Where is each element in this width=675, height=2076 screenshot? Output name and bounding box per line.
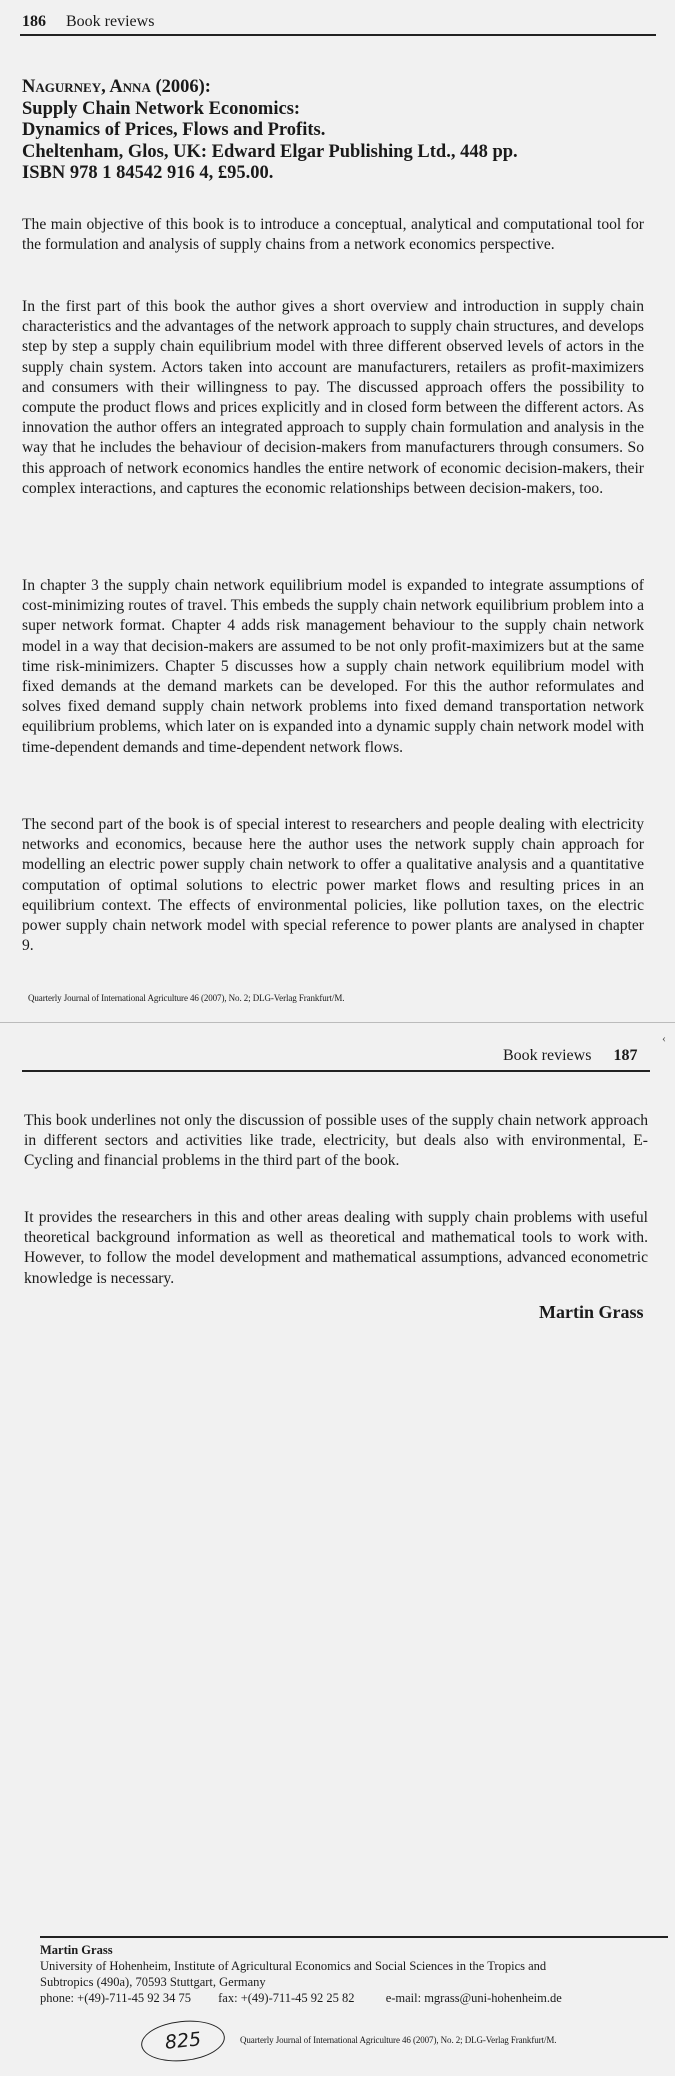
fax: fax: +(49)-711-45 92 25 82	[218, 1991, 355, 2005]
book-title-line2: Dynamics of Prices, Flows and Profits.	[22, 120, 326, 140]
running-head: Book reviews	[503, 1047, 592, 1064]
journal-citation: Quarterly Journal of International Agriculture 46 (2007), No. 2; DLG-Verlag Frankfurt/M.	[28, 993, 345, 1003]
paragraph-4: The second part of the book is of special interest to researchers and people dealing with electricity networks and economics, because here the author uses the network supply chain approach for modelling an electric power supply chain network to offer a qualitative analysis and a quantitative computation of optimal solutions to electric power market flows and resulting prices in an equilibrium context. The effects of environmental policies, like pollution taxes, on the electric power supply chain network model with special reference to power plants are analysed in chapter 9.	[22, 816, 644, 955]
page-number: 187	[613, 1047, 638, 1064]
phone: phone: +(49)-711-45 92 34 75	[40, 1991, 192, 2005]
paragraph-2: In the first part of this book the author gives a short overview and introduction in supply chain characteristics and the advantages of the network approach to supply chain structures, and develops step by step a supply chain equilibrium model with three different observed levels of actors in the supply chain system. Actors taken into account are manufacturers, retailers as profit-maximizers and consumers with their willingness to pay. The discussed approach offers the possibility to compute the product flows and prices explicitly and in closed form between the different actors. As innovation the author offers an integrated approach to supply chain formulation and analysis in the way that he includes the behaviour of decision-makers from manufacturers through consumers. So this approach of network economics handles the entire network of economic decision-makers, their complex interactions, and captures the economic relationships between decision-makers, too.	[22, 298, 644, 497]
running-head: Book reviews	[66, 13, 155, 30]
handwritten-stamp: 825	[139, 2017, 227, 2066]
page-header-right	[503, 1047, 637, 1065]
paragraph-5: This book underlines not only the discussion of possible uses of the supply chain network approach in different sectors and activities like trade, electricity, but deals also with environmental, E-Cycling and financial problems in the third part of the book.	[24, 1112, 648, 1170]
reviewer-signature: Martin Grass	[539, 1302, 644, 1322]
page-divider	[0, 1022, 675, 1023]
book-title-line1: Supply Chain Network Economics:	[22, 98, 301, 119]
page-number: 186	[22, 13, 46, 30]
book-isbn: ISBN 978 1 84542 916 4, £95.00.	[22, 163, 274, 183]
header-rule	[20, 34, 656, 36]
author-name: Martin Grass	[40, 1943, 113, 1957]
paragraph-3: In chapter 3 the supply chain network equilibrium model is expanded to integrate assumptions of cost-minimizing routes of travel. This embeds the supply chain network equilibrium problem into a super network format. Chapter 4 adds risk management behaviour to the supply chain network model in a way that decision-makers are assumed to be not only profit-maximizers but at the same time risk-minimizers. Chapter 5 discusses how a supply chain network equilibrium model with fixed demands at the demand markets can be developed. For this the author reformulates and solves fixed demand supply chain network problems into fixed demand transportation network equilibrium problems, which later on is expanded into a dynamic supply chain network model with time-dependent demands and time-dependent network flows.	[22, 577, 644, 756]
paragraph-1: The main objective of this book is to introduce a conceptual, analytical and computational tool for the formulation and analysis of supply chains from a network economics perspective.	[22, 216, 644, 254]
journal-citation: Quarterly Journal of International Agriculture 46 (2007), No. 2; DLG-Verlag Frankfurt/M.	[240, 2035, 557, 2045]
scan-mark: ‹	[662, 1031, 666, 1045]
header-rule	[22, 1070, 650, 1072]
affiliation-line2: Subtropics (490a), 70593 Stuttgart, Germany	[40, 1975, 266, 1989]
paragraph-6: It provides the researchers in this and other areas dealing with supply chain problems with useful theoretical background information as well as theoretical and mathematical tools to work with. However, to follow the model development and mathematical assumptions, advanced econometric knowledge is necessary.	[24, 1209, 648, 1287]
email: e-mail: mgrass@uni-hohenheim.de	[385, 1991, 562, 2005]
contact-line	[40, 1990, 670, 2006]
book-publisher: Cheltenham, Glos, UK: Edward Elgar Publishing Ltd., 448 pp.	[22, 141, 518, 162]
affiliation-line1: University of Hohenheim, Institute of Agricultural Economics and Social Sciences in the Tropics and	[40, 1959, 547, 1973]
book-author: Nagurney, Anna (2006):	[22, 77, 211, 97]
page-header-left	[22, 13, 154, 31]
review-title-block	[22, 77, 518, 185]
author-address	[40, 1942, 670, 2006]
footer-rule	[40, 1936, 668, 1938]
